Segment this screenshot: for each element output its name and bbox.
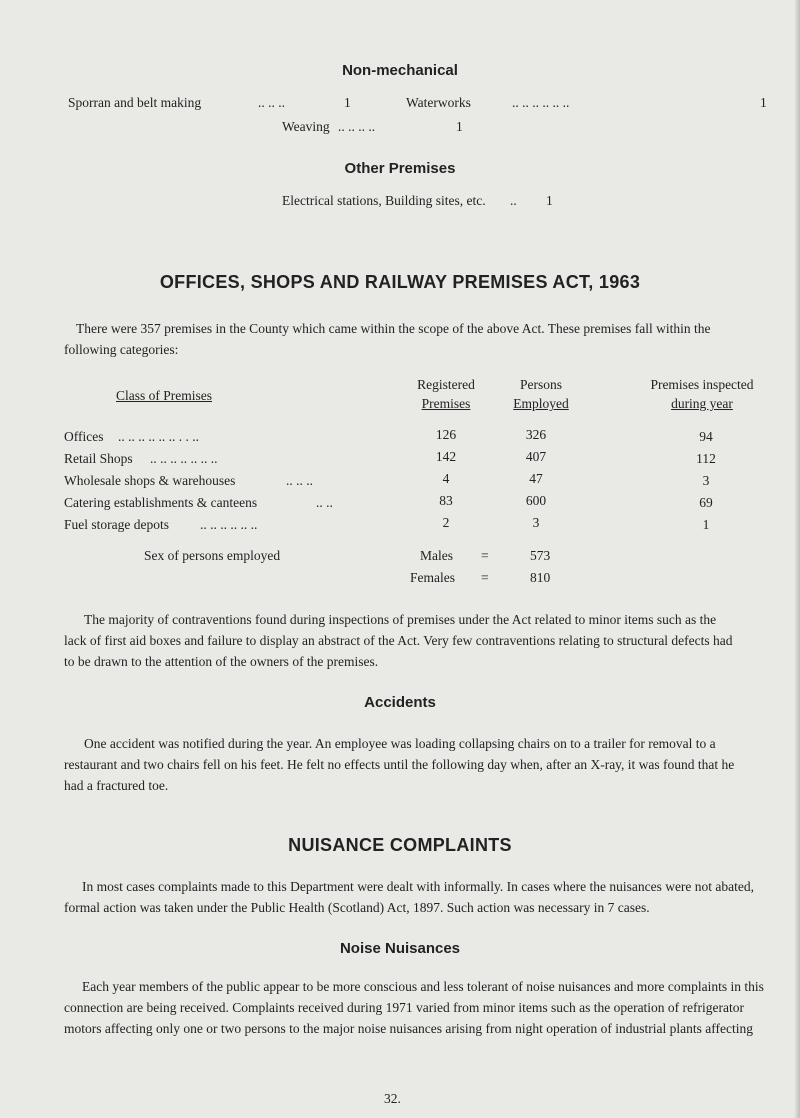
row-label: Wholesale shops & warehouses	[64, 473, 236, 488]
row-dots: .. .. .. .. .. ..	[200, 517, 258, 532]
noise-heading: Noise Nuisances	[339, 940, 461, 957]
row-label: Offices	[64, 429, 104, 444]
row-label: Retail Shops	[64, 451, 133, 466]
row-inspected: 69	[699, 495, 713, 510]
contraventions-line-3: to be drawn to the attention of the owners of the premises.	[64, 654, 379, 669]
header-inspected-line1: Premises inspected	[650, 377, 754, 392]
table-row	[64, 426, 764, 448]
contraventions-line-2: lack of first aid boxes and failure to display an abstract of the Act. Very few contraventions relating to structural defects had	[64, 633, 733, 648]
offices-act-heading: OFFICES, SHOPS AND RAILWAY PREMISES ACT, 1963	[159, 272, 641, 292]
header-inspected	[612, 375, 792, 413]
row-persons: 600	[525, 493, 547, 508]
accidents-heading: Accidents	[364, 694, 436, 711]
table-row	[64, 492, 764, 514]
row-inspected: 3	[702, 473, 710, 488]
header-persons	[496, 375, 586, 413]
row-persons: 407	[525, 449, 547, 464]
header-class-of-premises: Class of Premises	[116, 388, 212, 403]
females-label: Females	[410, 570, 455, 585]
table-row	[64, 470, 764, 492]
row-inspected: 1	[702, 517, 710, 532]
row-persons: 326	[525, 427, 547, 442]
item-sporran-label: Sporran and belt making	[68, 95, 202, 110]
nuisance-line-1: In most cases complaints made to this Department were dealt with informally. In cases where the nuisances were not abated,	[82, 879, 755, 894]
row-dots: .. .. .. .. .. .. ..	[150, 451, 218, 466]
noise-line-2: connection are being received. Complaints received during 1971 varied from minor items such as the operation of refrigerator	[64, 1000, 745, 1015]
header-registered-line1: Registered	[417, 377, 475, 392]
males-label: Males	[420, 548, 453, 563]
intro-line-1: There were 357 premises in the County which came within the scope of the above Act. These premises fall within the	[76, 321, 711, 336]
header-persons-line1: Persons	[519, 377, 562, 392]
row-inspected: 112	[696, 451, 716, 466]
item-sporran-dots: .. .. ..	[258, 95, 285, 110]
nuisance-heading: NUISANCE COMPLAINTS	[288, 835, 512, 855]
accidents-line-3: had a fractured toe.	[64, 778, 169, 793]
row-registered: 142	[435, 449, 457, 464]
noise-line-3: motors affecting only one or two persons to the major noise nuisances arising from night operation of industrial plants affecting	[64, 1021, 753, 1036]
row-registered: 4	[442, 471, 450, 486]
accidents-line-1: One accident was notified during the year. An employee was loading collapsing chairs on to a trailer for removal to a	[84, 736, 716, 751]
row-label: Fuel storage depots	[64, 517, 169, 532]
accidents-line-2: restaurant and two chairs fell on his feet. He felt no effects until the following day when, after an X-ray, it was found that he	[64, 757, 735, 772]
non-mechanical-heading: Non-mechanical	[342, 62, 458, 79]
table-row	[64, 448, 764, 470]
row-dots: .. ..	[316, 495, 333, 510]
header-registered	[396, 375, 496, 413]
row-persons: 47	[529, 471, 543, 486]
nuisance-line-2: formal action was taken under the Public Health (Scotland) Act, 1897. Such action was necessary in 7 cases.	[64, 900, 650, 915]
row-dots: .. .. .. .. .. .. . . ..	[118, 429, 199, 444]
header-persons-line2: Employed	[513, 396, 569, 411]
sex-label: Sex of persons employed	[144, 548, 281, 563]
item-electrical-value: 1	[546, 193, 553, 208]
item-waterworks-label: Waterworks	[406, 95, 471, 110]
item-waterworks-dots: .. .. .. .. .. ..	[512, 95, 570, 110]
other-premises-heading: Other Premises	[344, 160, 456, 177]
header-inspected-line2: during year	[671, 396, 733, 411]
noise-line-1: Each year members of the public appear to be more conscious and less tolerant of noise nuisances and more complaints in this	[82, 979, 764, 994]
row-label: Catering establishments & canteens	[64, 495, 258, 510]
item-weaving-label: Weaving	[282, 119, 330, 134]
page-number: 32.	[384, 1091, 401, 1106]
item-weaving-dots: .. .. .. ..	[338, 119, 376, 134]
item-electrical-label: Electrical stations, Building sites, etc.	[282, 193, 486, 208]
item-weaving-value: 1	[456, 119, 463, 134]
table-row	[64, 514, 764, 536]
item-waterworks-value: 1	[760, 95, 767, 110]
males-eq: =	[481, 548, 489, 563]
row-dots: .. .. ..	[286, 473, 313, 488]
intro-line-2: following categories:	[64, 342, 179, 357]
row-registered: 2	[442, 515, 450, 530]
item-sporran-value: 1	[344, 95, 351, 110]
page-edge-shadow	[794, 0, 800, 1118]
row-registered: 126	[435, 427, 457, 442]
females-value: 810	[530, 570, 551, 585]
header-registered-line2: Premises	[421, 396, 471, 411]
contraventions-line-1: The majority of contraventions found during inspections of premises under the Act related to minor items such as the	[84, 612, 717, 627]
row-inspected: 94	[699, 429, 713, 444]
row-persons: 3	[532, 515, 540, 530]
item-electrical-dots: ..	[510, 193, 517, 208]
premises-table	[64, 426, 764, 536]
row-registered: 83	[439, 493, 453, 508]
females-eq: =	[481, 570, 489, 585]
males-value: 573	[530, 548, 551, 563]
